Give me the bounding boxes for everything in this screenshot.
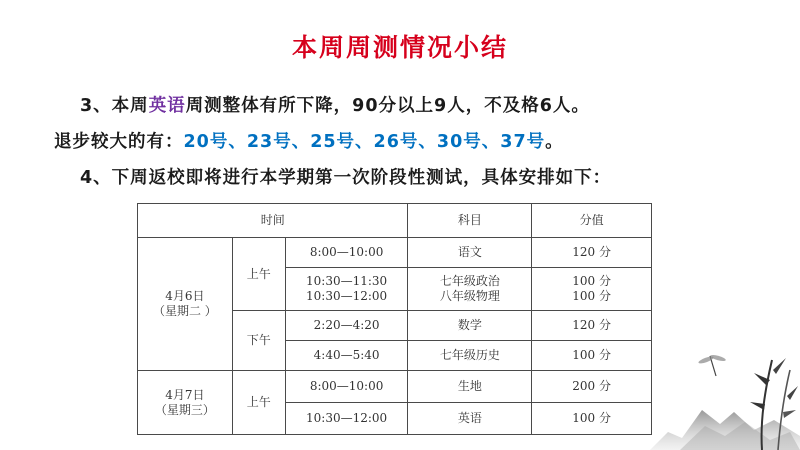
- time-cell: 8:00—10:00: [285, 238, 408, 268]
- subject-cell: 英语: [408, 403, 532, 435]
- subject-cell: 数学: [408, 311, 532, 341]
- exam-announcement-line: 4、下周返校即将进行本学期第一次阶段性测试，具体安排如下：: [80, 168, 612, 188]
- score-cell: 120 分: [532, 238, 652, 268]
- time-cell: 2:20—4:20: [285, 311, 408, 341]
- line1-prefix: 3、本周: [80, 96, 149, 116]
- time-value: 10:30—11:30: [306, 274, 388, 288]
- subject-cell: 生地: [408, 371, 532, 403]
- period-am-day1: 上午: [232, 238, 285, 311]
- header-time: 时间: [138, 204, 408, 238]
- student-number-list: 20号、23号、25号、26号、30号、37号: [183, 132, 546, 152]
- summary-line-english: [80, 92, 590, 117]
- date-day1: 4月6日: [165, 289, 205, 303]
- score-cell: 200 分: [532, 371, 652, 403]
- header-subject: 科目: [408, 204, 532, 238]
- table-header-row: [138, 204, 652, 238]
- weekday-day1: （星期二 ）: [152, 304, 217, 318]
- score-value: 100 分: [572, 274, 611, 288]
- score-cell: 120 分: [532, 311, 652, 341]
- period-am-day2: 上午: [232, 371, 285, 435]
- score-cell: 100 分: [532, 341, 652, 371]
- subject-value: 八年级物理: [439, 289, 500, 303]
- regressed-students-line: [54, 128, 564, 153]
- date-cell-day1: [138, 238, 233, 371]
- table-row: [138, 238, 652, 268]
- date-day2: 4月7日: [165, 387, 205, 402]
- exam-schedule-table: [137, 203, 652, 435]
- time-cell: 8:00—10:00: [285, 371, 408, 403]
- line2-prefix: 退步较大的有：: [54, 132, 184, 152]
- date-cell-day2: [138, 371, 233, 435]
- score-cell: [532, 268, 652, 311]
- subject-cell: [408, 268, 532, 311]
- time-value: 10:30—12:00: [306, 289, 388, 303]
- time-cell: 10:30—12:00: [285, 403, 408, 435]
- header-score: 分值: [532, 204, 652, 238]
- period-pm-day1: 下午: [232, 311, 285, 371]
- table-row: [138, 371, 652, 403]
- dragonfly-icon: [698, 354, 727, 376]
- line1-suffix: 周测整体有所下降，90分以上9人，不及格6人。: [185, 96, 590, 116]
- bamboo-ink-painting-icon: [650, 340, 800, 450]
- subject-value: 七年级政治: [439, 274, 500, 288]
- page-title: 本周周测情况小结: [291, 33, 508, 62]
- time-cell: [285, 268, 408, 311]
- score-cell: 100 分: [532, 403, 652, 435]
- line2-end: 。: [545, 132, 564, 152]
- subject-cell: 语文: [408, 238, 532, 268]
- weekday-day2: （星期三）: [154, 402, 215, 417]
- score-value: 100 分: [572, 289, 611, 303]
- subject-english-highlight: 英语: [148, 96, 186, 116]
- time-cell: 4:40—5:40: [285, 341, 408, 371]
- subject-cell: 七年级历史: [408, 341, 532, 371]
